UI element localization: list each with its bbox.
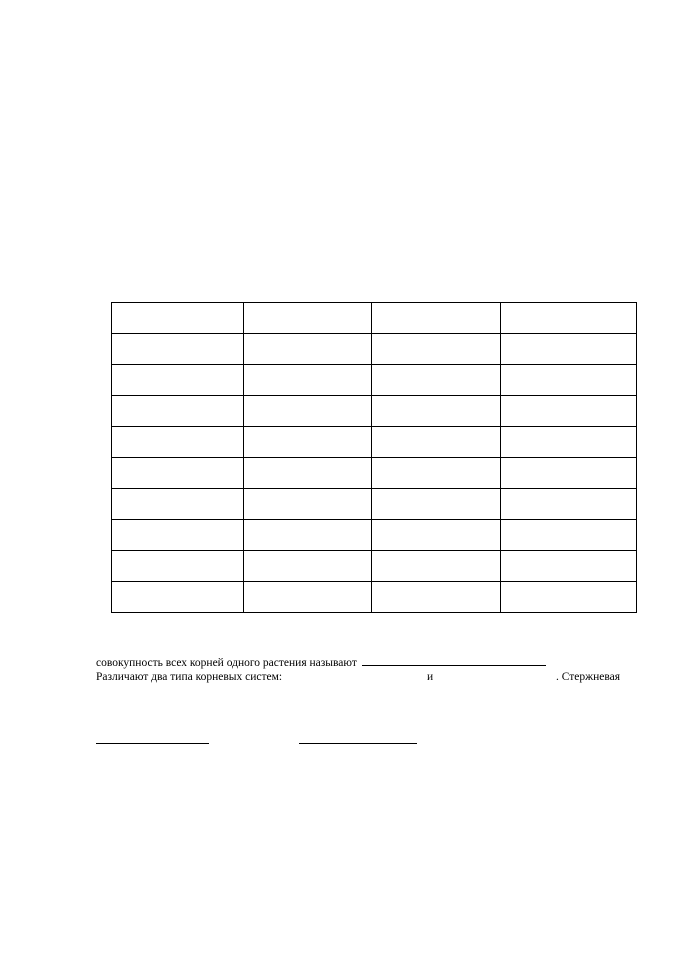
table-cell[interactable]: [112, 396, 244, 427]
blank-table-body: [112, 303, 637, 613]
table-cell[interactable]: [501, 365, 637, 396]
table-cell[interactable]: [372, 365, 501, 396]
table-cell[interactable]: [501, 551, 637, 582]
table-cell[interactable]: [501, 458, 637, 489]
table-cell[interactable]: [372, 334, 501, 365]
table-cell[interactable]: [112, 427, 244, 458]
table-cell[interactable]: [244, 427, 372, 458]
table-cell[interactable]: [112, 582, 244, 613]
table-row: [112, 303, 637, 334]
table-cell[interactable]: [112, 458, 244, 489]
table-cell[interactable]: [501, 520, 637, 551]
table-cell[interactable]: [112, 365, 244, 396]
table-row: [112, 396, 637, 427]
table-cell[interactable]: [372, 458, 501, 489]
table-cell[interactable]: [244, 458, 372, 489]
blank-table: [111, 302, 637, 613]
table-cell[interactable]: [372, 427, 501, 458]
table-cell[interactable]: [372, 303, 501, 334]
table-row: [112, 427, 637, 458]
table-row: [112, 551, 637, 582]
table-cell[interactable]: [112, 303, 244, 334]
answer-blank-left[interactable]: [96, 743, 209, 744]
table-cell[interactable]: [501, 427, 637, 458]
table-cell[interactable]: [112, 520, 244, 551]
table-cell[interactable]: [501, 396, 637, 427]
table-cell[interactable]: [501, 489, 637, 520]
table-cell[interactable]: [112, 489, 244, 520]
table-cell[interactable]: [244, 303, 372, 334]
table-cell[interactable]: [501, 582, 637, 613]
table-cell[interactable]: [372, 489, 501, 520]
table-cell[interactable]: [372, 520, 501, 551]
table-row: [112, 582, 637, 613]
table-row: [112, 458, 637, 489]
table-cell[interactable]: [244, 520, 372, 551]
answer-blank-root-system[interactable]: [362, 655, 546, 666]
table-row: [112, 520, 637, 551]
table-cell[interactable]: [244, 396, 372, 427]
root-system-types-line: [96, 670, 636, 684]
table-cell[interactable]: [244, 551, 372, 582]
table-cell[interactable]: [244, 365, 372, 396]
conjunction-and: и: [427, 671, 434, 683]
table-cell[interactable]: [372, 396, 501, 427]
table-cell[interactable]: [244, 582, 372, 613]
table-row: [112, 334, 637, 365]
root-system-types-text: Различают два типа корневых систем:: [96, 671, 283, 683]
root-system-definition-text: совокупность всех корней одного растения называют: [96, 657, 357, 669]
answer-blank-right[interactable]: [299, 743, 417, 744]
table-cell[interactable]: [501, 303, 637, 334]
table-cell[interactable]: [372, 551, 501, 582]
table-cell[interactable]: [244, 334, 372, 365]
taproot-continuation-text: . Стержневая: [556, 671, 621, 683]
table-row: [112, 365, 637, 396]
table-row: [112, 489, 637, 520]
table-cell[interactable]: [112, 334, 244, 365]
table-cell[interactable]: [501, 334, 637, 365]
root-system-definition-line: [96, 655, 546, 670]
table-cell[interactable]: [372, 582, 501, 613]
table-cell[interactable]: [244, 489, 372, 520]
table-cell[interactable]: [112, 551, 244, 582]
